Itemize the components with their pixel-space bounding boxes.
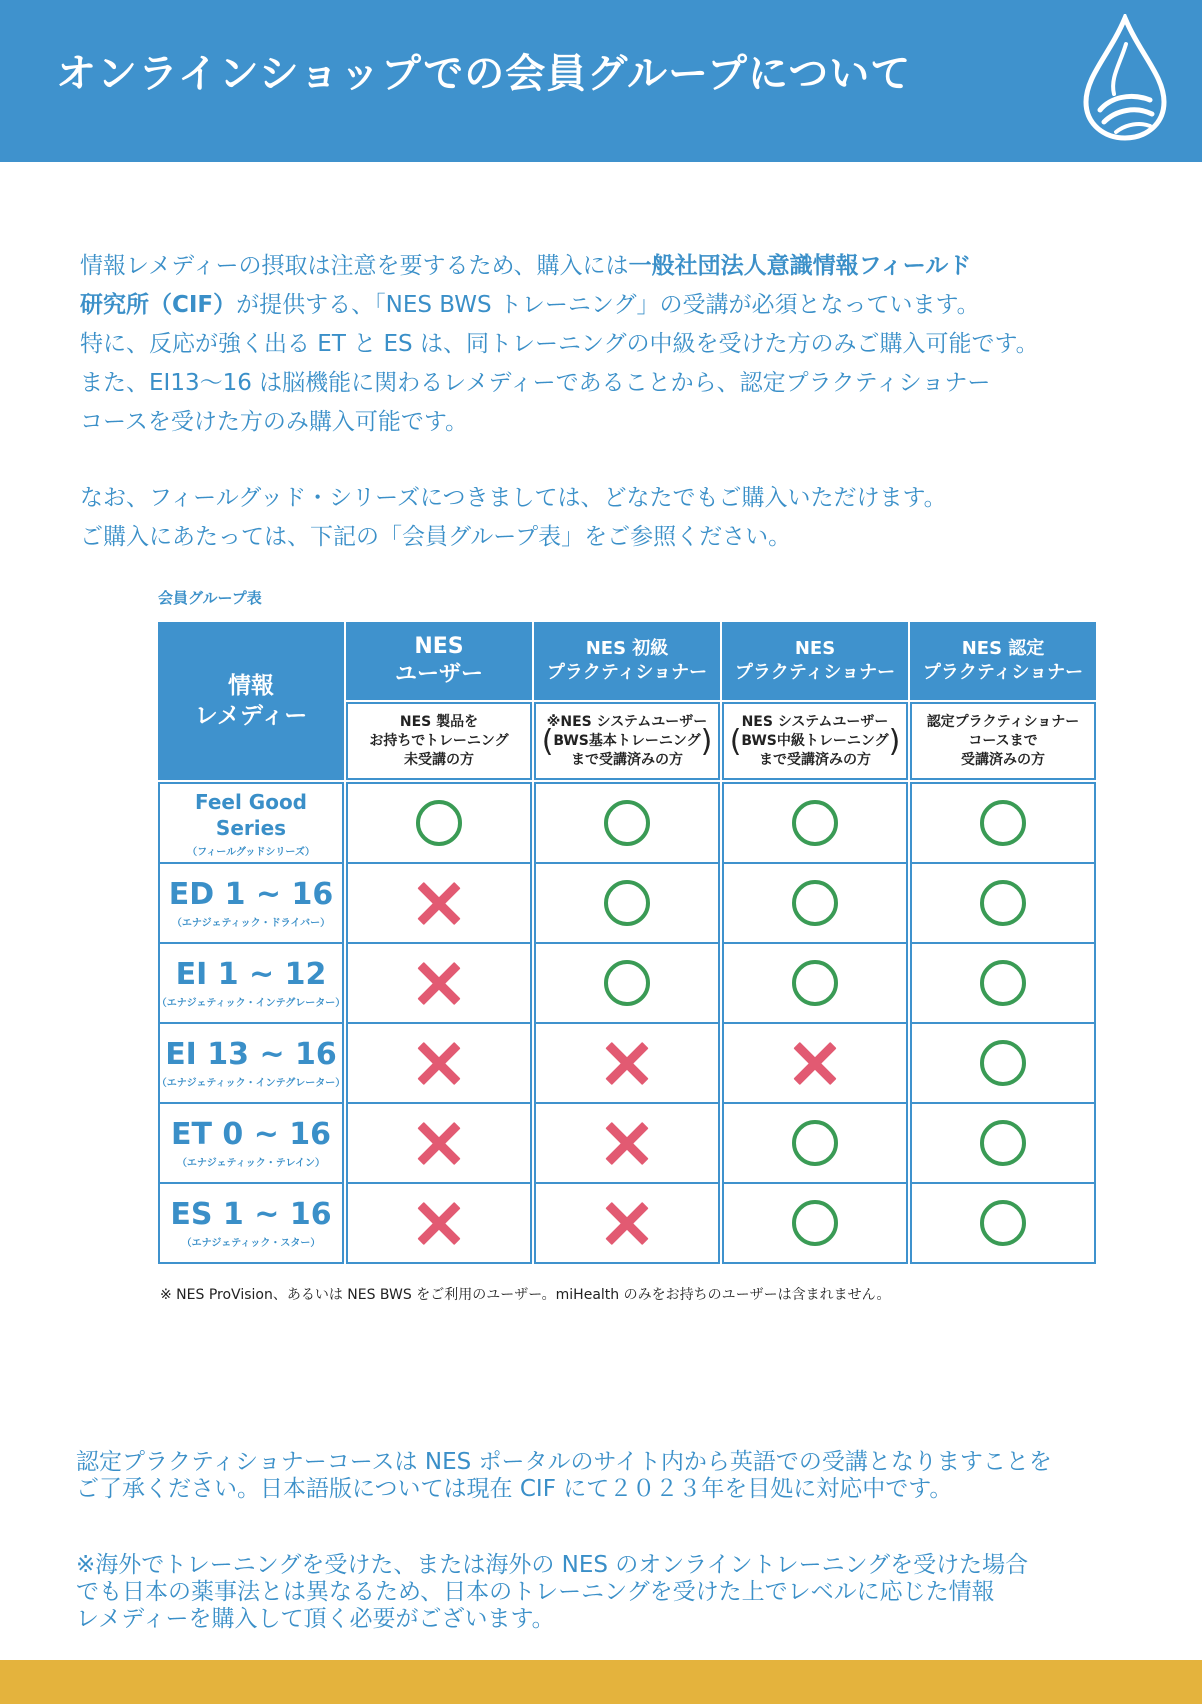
cross-mark-icon xyxy=(416,880,462,926)
circle-mark-icon xyxy=(980,960,1026,1006)
row-label-note: （エナジェティック・テレイン） xyxy=(176,1157,326,1169)
description-paren-line xyxy=(541,723,713,759)
table-cell xyxy=(910,1102,1096,1184)
water-drop-icon xyxy=(1080,14,1170,142)
outro-2-line-2: でも日本の薬事法とは異なるため、日本のトレーニングを受けた上でレベルに応じた情報 xyxy=(76,1579,995,1605)
column-desc-1-line-2: お持ちでトレーニング xyxy=(369,732,509,749)
row-label-note: （フィールグッドシリーズ） xyxy=(187,846,315,858)
table-cell xyxy=(346,1182,532,1264)
circle-mark-icon xyxy=(792,800,838,846)
cross-mark-icon xyxy=(792,1040,838,1086)
circle-mark-icon xyxy=(604,880,650,926)
intro-line-4: また、EI13〜16 は脳機能に関わるレメディーであることから、認定プラクティショナー xyxy=(80,370,991,396)
row-label-note: （エナジェティック・スター） xyxy=(181,1237,321,1249)
outro-paragraph-1 xyxy=(76,1449,1176,1503)
table-cell xyxy=(534,1022,720,1104)
table-cell xyxy=(910,862,1096,944)
row-label-main: ET 0 ~ 16 xyxy=(170,1116,332,1152)
cross-mark-icon xyxy=(604,1120,650,1166)
table-cell xyxy=(534,862,720,944)
column-desc-4-line-3: 受講済みの方 xyxy=(961,751,1045,768)
table-cell xyxy=(346,782,532,864)
column-description-1 xyxy=(346,702,532,780)
table-cell xyxy=(346,942,532,1024)
column-title-1-line-2: ユーザー xyxy=(394,662,483,687)
row-label-2 xyxy=(158,862,344,944)
table-cell xyxy=(534,1102,720,1184)
table-cell xyxy=(910,1182,1096,1264)
page-title: オンラインショップでの会員グループについて xyxy=(56,51,912,97)
row-label-note: （エナジェティック・インテグレーター） xyxy=(156,997,346,1009)
column-desc-4-line-1: 認定プラクティショナー xyxy=(926,713,1080,730)
column-desc-1-line-1: NES 製品を xyxy=(399,713,479,730)
column-desc-4-line-2: コースまで xyxy=(968,732,1038,749)
table-footnote: ※ NES ProVision、あるいは NES BWS をご利用のユーザー。miHealth のみをお持ちのユーザーは含まれません。 xyxy=(160,1287,891,1303)
circle-mark-icon xyxy=(604,960,650,1006)
row-label-1 xyxy=(158,782,344,864)
table-cell xyxy=(722,862,908,944)
circle-mark-icon xyxy=(792,960,838,1006)
row-label-note: （エナジェティック・インテグレーター） xyxy=(156,1077,346,1089)
column-description-4 xyxy=(910,702,1096,780)
table-cell xyxy=(346,1102,532,1184)
table-cell xyxy=(910,782,1096,864)
column-desc-2-line-2: BWS基本トレーニング xyxy=(553,732,701,749)
outro-1-line-1: 認定プラクティショナーコースは NES ポータルのサイト内から英語での受講となりますことを xyxy=(76,1449,1052,1475)
column-header-1 xyxy=(346,622,532,700)
column-desc-3-line-1: NES システムユーザー xyxy=(741,713,889,730)
circle-mark-icon xyxy=(980,1200,1026,1246)
column-description-2 xyxy=(534,702,720,780)
row-label-note: （エナジェティック・ドライバー） xyxy=(171,917,331,929)
column-description-3 xyxy=(722,702,908,780)
intro-line-2 xyxy=(80,286,1180,325)
row-label-6 xyxy=(158,1182,344,1264)
table-cell xyxy=(534,942,720,1024)
cross-mark-icon xyxy=(604,1040,650,1086)
intro-line-5: コースを受けた方のみ購入可能です。 xyxy=(80,409,469,435)
row-label-main: ES 1 ~ 16 xyxy=(170,1196,332,1232)
row-label-main: EI 13 ~ 16 xyxy=(165,1036,337,1072)
circle-mark-icon xyxy=(980,880,1026,926)
row-label-5 xyxy=(158,1102,344,1184)
open-paren: ( xyxy=(729,723,742,759)
circle-mark-icon xyxy=(792,1120,838,1166)
close-paren: ) xyxy=(888,723,901,759)
header-banner xyxy=(0,0,1202,162)
column-desc-1-line-3: 未受講の方 xyxy=(404,751,474,768)
circle-mark-icon xyxy=(416,800,462,846)
cross-mark-icon xyxy=(604,1200,650,1246)
column-desc-3-line-2: BWS中級トレーニング xyxy=(741,732,889,749)
corner-label-line-1: 情報 xyxy=(228,673,274,699)
intro-text xyxy=(80,247,1180,557)
outro-2-line-3: レメディーを購入して頂く必要がございます。 xyxy=(76,1606,555,1632)
table-cell xyxy=(722,1022,908,1104)
intro-line-7: ご購入にあたっては、下記の「会員グループ表」をご参照ください。 xyxy=(80,524,792,550)
table-cell xyxy=(346,1022,532,1104)
cross-mark-icon xyxy=(416,1040,462,1086)
table-cell xyxy=(534,1182,720,1264)
table-cell xyxy=(910,942,1096,1024)
column-header-4 xyxy=(910,622,1096,700)
intro-line-1-text: 情報レメディーの摂取は注意を要するため、購入には xyxy=(80,253,629,279)
intro-line-3: 特に、反応が強く出る ET と ES は、同トレーニングの中級を受けた方のみご購入可能です。 xyxy=(80,331,1039,357)
intro-line-6: なお、フィールグッド・シリーズにつきましては、どなたでもご購入いただけます。 xyxy=(80,485,947,511)
table-caption: 会員グループ表 xyxy=(158,589,262,607)
column-title-2-line-2: プラクティショナー xyxy=(546,662,708,683)
cross-mark-icon xyxy=(416,1120,462,1166)
column-title-4-line-1: NES 認定 xyxy=(961,638,1045,659)
row-label-main: ED 1 ~ 16 xyxy=(168,876,334,912)
table-cell xyxy=(722,782,908,864)
cif-name-part2: 研究所（CIF） xyxy=(80,292,237,318)
cif-name-part1: 一般社団法人意識情報フィールド xyxy=(628,253,972,279)
column-title-1-line-1: NES xyxy=(414,634,464,659)
table-cell xyxy=(722,1102,908,1184)
column-title-3-line-1: NES xyxy=(794,638,836,659)
column-header-2 xyxy=(534,622,720,700)
footer-band xyxy=(0,1660,1202,1704)
corner-label-line-2: レメディー xyxy=(194,703,308,729)
table-cell xyxy=(346,862,532,944)
close-paren: ) xyxy=(700,723,713,759)
column-title-4-line-2: プラクティショナー xyxy=(922,662,1084,683)
table-corner-header xyxy=(158,622,344,780)
cross-mark-icon xyxy=(416,1200,462,1246)
circle-mark-icon xyxy=(980,1040,1026,1086)
circle-mark-icon xyxy=(792,880,838,926)
table-cell xyxy=(910,1022,1096,1104)
open-paren: ( xyxy=(541,723,554,759)
row-label-main: Feel Good Series xyxy=(194,789,307,840)
column-title-3-line-2: プラクティショナー xyxy=(734,662,896,683)
member-group-table xyxy=(158,622,1096,1274)
column-header-3 xyxy=(722,622,908,700)
cross-mark-icon xyxy=(416,960,462,1006)
circle-mark-icon xyxy=(980,1120,1026,1166)
column-desc-2-line-1: ※NES システムユーザー xyxy=(546,713,708,730)
description-paren-line xyxy=(729,723,901,759)
row-label-main: EI 1 ~ 12 xyxy=(175,956,327,992)
intro-line-1 xyxy=(80,247,1180,286)
intro-line-2-text: が提供する、「NES BWS トレーニング」の受講が必須となっています。 xyxy=(236,292,980,318)
table-cell xyxy=(722,1182,908,1264)
circle-mark-icon xyxy=(604,800,650,846)
circle-mark-icon xyxy=(792,1200,838,1246)
row-label-4 xyxy=(158,1022,344,1104)
column-title-2-line-1: NES 初級 xyxy=(585,638,669,659)
column-desc-2-line-3: まで受講済みの方 xyxy=(571,751,683,768)
outro-2-line-1: ※海外でトレーニングを受けた、または海外の NES のオンライントレーニングを受けた場合 xyxy=(76,1552,1029,1578)
table-cell xyxy=(722,942,908,1024)
outro-paragraph-2 xyxy=(76,1552,1176,1633)
table-cell xyxy=(534,782,720,864)
row-label-3 xyxy=(158,942,344,1024)
outro-1-line-2: ご了承ください。日本語版については現在 CIF にて２０２３年を目処に対応中です。 xyxy=(76,1476,953,1502)
circle-mark-icon xyxy=(980,800,1026,846)
column-desc-3-line-3: まで受講済みの方 xyxy=(759,751,871,768)
